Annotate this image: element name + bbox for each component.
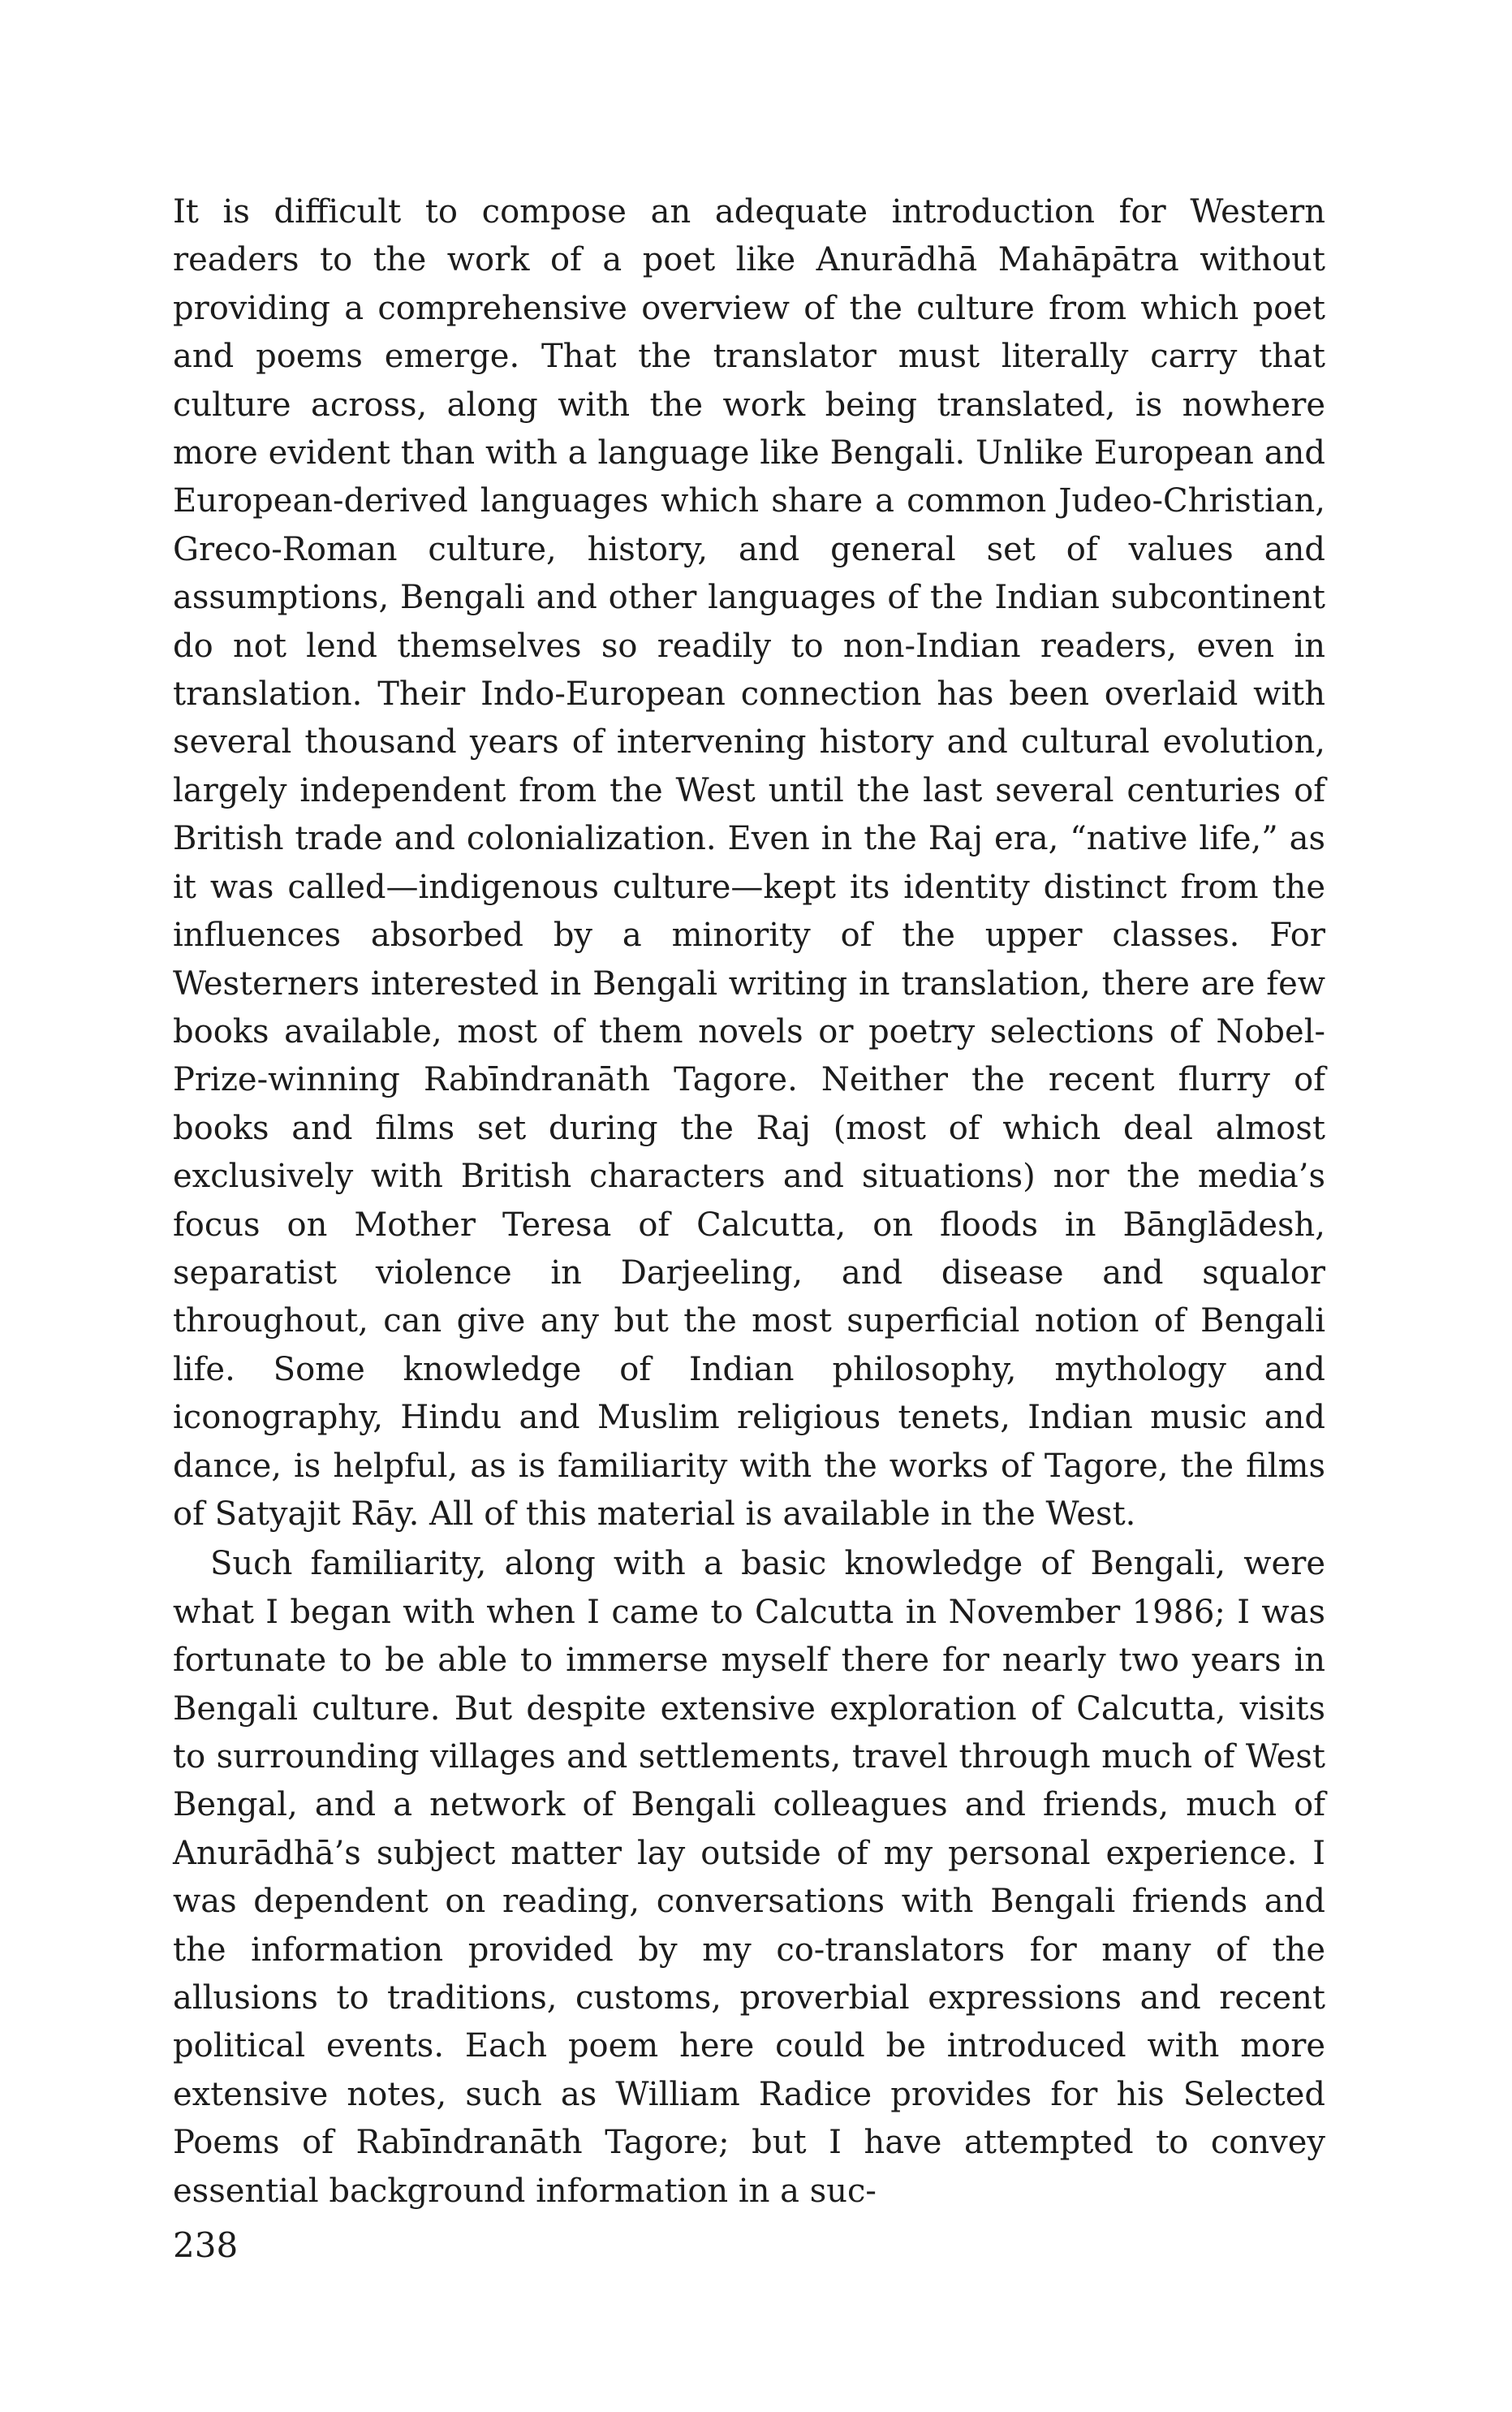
paragraph-2: Such familiarity, along with a basic knowledge of Bengali, were what I began with when I came to Calcutta in November 1986; I was fortunate to be able to immerse myself there for nearly two years in Bengali culture. But despite extensive exploration of Calcutta, visits to surrounding villages and settlements, travel through much of West Bengal, and a network of Bengali colleagues and friends, much of Anurādhā’s subject matter lay outside of my personal experience. I was dependent on reading, conversations with Bengali friends and the information provided by my co-translators for many of the allusions to traditions, customs, proverbial expressions and recent political events. Each poem here could be introduced with more extensive notes, such as William Radice provides for his Selected Poems of Rabīndranāth Tagore; but I have attempted to convey essential background information in a suc- xyxy=(173,1545,1325,2210)
page-number: 238 xyxy=(173,2225,239,2265)
paragraph-1: It is difficult to compose an adequate introduction for Western readers to the work of a poet like Anurādhā Mahāpātra without providing a comprehensive overview of the culture from which poet and poems emerge. That the translator must literally carry that culture across, along with the work being translated, is nowhere more evident than with a language like Bengali. Unlike European and European-derived languages which share a common Judeo-Christian, Greco-Roman culture, history, and general set of values and assumptions, Bengali and other languages of the Indian subcontinent do not lend themselves so readily to non-Indian readers, even in translation. Their Indo-European connection has been overlaid with several thousand years of intervening history and cultural evolution, largely independent from the West until the last several centuries of British trade and colonialization. Even in the Raj era, “native life,” as it was called—indigenous culture—kept its identity distinct from the influences absorbed by a minority of the upper classes. For Westerners interested in Bengali writing in translation, there are few books available, most of them novels or poetry selections of Nobel-Prize-winning Rabīndranāth Tagore. Neither the recent flurry of books and films set during the Raj (most of which deal almost exclusively with British characters and situations) nor the media’s focus on Mother Teresa of Calcutta, on floods in Bānglādesh, separatist violence in Darjeeling, and disease and squalor throughout, can give any but the most superficial notion of Bengali life. Some knowledge of Indian philosophy, mythology and iconography, Hindu and Muslim religious tenets, Indian music and dance, is helpful, as is familiarity with the works of Tagore, the films of Satyajit Rāy. All of this material is available in the West. xyxy=(173,193,1325,1533)
body-text xyxy=(173,188,1325,2216)
